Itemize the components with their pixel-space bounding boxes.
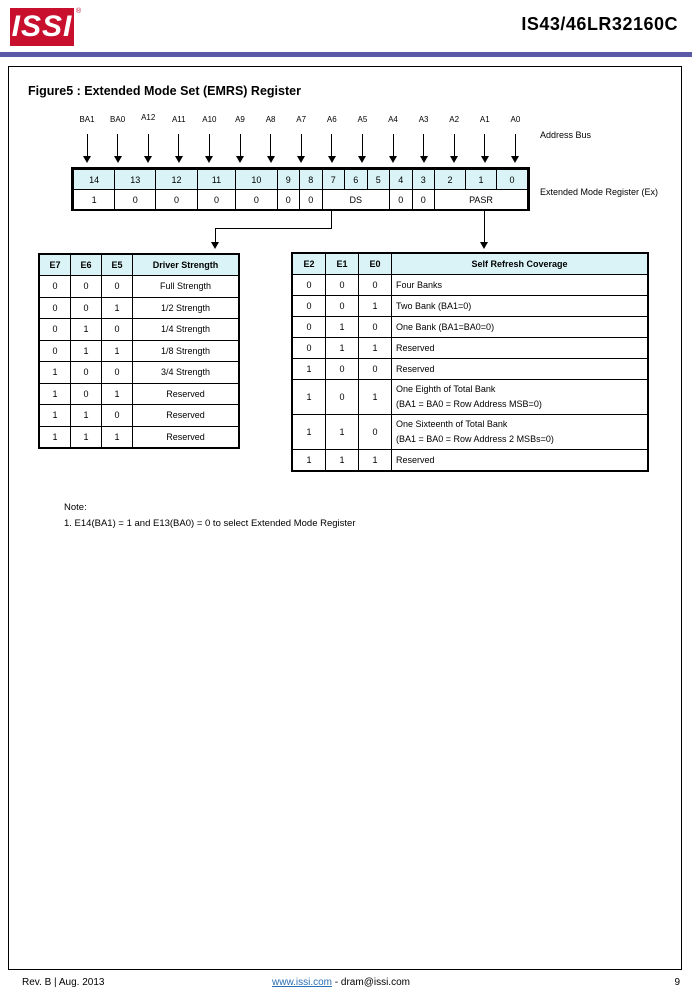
- bit-cell: 1: [359, 380, 392, 415]
- coverage-cell: [392, 359, 649, 380]
- driver-strength-cell: Reserved: [133, 405, 240, 427]
- ds-arrow-head: [211, 242, 219, 249]
- driver-strength-cell: 1/8 Strength: [133, 340, 240, 362]
- bit-cell: 0: [326, 359, 359, 380]
- table-row: [39, 383, 239, 405]
- bit-cell: 1: [326, 415, 359, 450]
- bit-cell: 0: [292, 317, 326, 338]
- address-pin-label: A12: [141, 113, 156, 122]
- bit-cell: 1: [326, 338, 359, 359]
- coverage-text: Two Bank (BA1=0): [396, 300, 472, 311]
- coverage-cell: [392, 275, 649, 296]
- coverage-cell: [392, 415, 649, 450]
- driver-strength-cell: Full Strength: [133, 276, 240, 298]
- bit-number-row: [74, 170, 528, 190]
- bit-cell: 0: [326, 275, 359, 296]
- table-row: [292, 415, 648, 450]
- bit-cell: 0: [359, 359, 392, 380]
- bit-value: 0: [197, 190, 236, 210]
- table-row: [292, 450, 648, 472]
- bit-cell: 0: [71, 276, 102, 298]
- register-table: [73, 169, 528, 210]
- bit-number: 5: [367, 170, 390, 190]
- address-pin-label: A9: [235, 115, 245, 124]
- column-header: E2: [292, 253, 326, 275]
- header-divider: [0, 52, 692, 57]
- bit-value: 0: [300, 190, 323, 210]
- bit-number: 11: [197, 170, 236, 190]
- bit-cell: 1: [71, 426, 102, 448]
- column-header: E6: [71, 254, 102, 276]
- bit-value: 0: [412, 190, 435, 210]
- column-header: E7: [39, 254, 71, 276]
- note-heading: Note:: [64, 502, 87, 513]
- address-pin-label: A7: [296, 115, 307, 124]
- bit-cell: 1: [102, 297, 133, 319]
- bit-cell: 1: [292, 450, 326, 472]
- column-header: Driver Strength: [133, 254, 240, 276]
- footer-separator: -: [332, 977, 341, 988]
- coverage-cell: [392, 380, 649, 415]
- bit-number: 6: [345, 170, 368, 190]
- bit-cell: 1: [39, 362, 71, 384]
- bit-value: 0: [277, 190, 300, 210]
- table-row: [292, 275, 648, 296]
- coverage-text: One Bank (BA1=BA0=0): [396, 321, 495, 332]
- table-row: [39, 362, 239, 384]
- registered-mark: ®: [76, 8, 82, 15]
- bit-cell: 1: [71, 319, 102, 341]
- register-label: Extended Mode Register (Ex): [540, 187, 659, 197]
- table-row: [39, 340, 239, 362]
- bit-cell: 1: [71, 405, 102, 427]
- driver-strength-table: [38, 253, 240, 449]
- bit-number: 14: [74, 170, 115, 190]
- bit-value-row: [74, 190, 528, 210]
- bit-cell: 0: [292, 338, 326, 359]
- bit-cell: 1: [292, 415, 326, 450]
- website-link[interactable]: www.issi.com: [272, 977, 333, 988]
- table-header-row: [292, 253, 648, 275]
- bit-cell: 0: [39, 297, 71, 319]
- pasr-field: PASR: [435, 190, 528, 210]
- bit-cell: 0: [359, 275, 392, 296]
- address-pin-label: BA0: [110, 115, 126, 124]
- coverage-text: Reserved: [396, 363, 435, 374]
- address-pin-label: A3: [418, 115, 429, 124]
- bit-value: 0: [156, 190, 197, 210]
- table-row: [39, 405, 239, 427]
- address-pin-label: A11: [171, 115, 186, 124]
- bit-number: 4: [390, 170, 413, 190]
- bit-cell: 1: [292, 359, 326, 380]
- table-row: [39, 297, 239, 319]
- driver-strength-cell: 1/2 Strength: [133, 297, 240, 319]
- issi-logo: ISSI: [10, 8, 74, 46]
- bit-value: 1: [74, 190, 115, 210]
- bit-number: 9: [277, 170, 300, 190]
- bit-cell: 1: [326, 317, 359, 338]
- ds-connector-vertical: [331, 211, 332, 228]
- bit-value: 0: [390, 190, 413, 210]
- address-pin-label: A2: [449, 115, 460, 124]
- bit-number: 12: [156, 170, 197, 190]
- revision-text: Rev. B | Aug. 2013: [22, 977, 105, 988]
- table-row: [39, 276, 239, 298]
- bit-number: 0: [496, 170, 527, 190]
- address-pin-label: BA1: [79, 115, 95, 124]
- bit-cell: 1: [359, 450, 392, 472]
- self-refresh-table: [291, 252, 649, 472]
- table-row: [292, 380, 648, 415]
- coverage-detail: (BA1 = BA0 = Row Address MSB=0): [396, 399, 542, 409]
- table-row: [39, 426, 239, 448]
- coverage-cell: [392, 317, 649, 338]
- table-row: [292, 317, 648, 338]
- bit-cell: 0: [71, 362, 102, 384]
- driver-strength-cell: 3/4 Strength: [133, 362, 240, 384]
- bit-cell: 0: [39, 319, 71, 341]
- bit-cell: 1: [102, 426, 133, 448]
- bit-cell: 0: [39, 276, 71, 298]
- pasr-arrow-head: [480, 242, 488, 249]
- footer-contact: [272, 977, 410, 988]
- column-header: E1: [326, 253, 359, 275]
- bit-cell: 1: [39, 383, 71, 405]
- bit-value: 0: [236, 190, 277, 210]
- bit-cell: 0: [102, 362, 133, 384]
- coverage-text: Reserved: [396, 454, 435, 465]
- bit-number: 10: [236, 170, 277, 190]
- figure-title: Figure5 : Extended Mode Set (EMRS) Register: [28, 84, 301, 98]
- bit-cell: 0: [292, 275, 326, 296]
- bit-cell: 0: [71, 383, 102, 405]
- bit-cell: 1: [102, 383, 133, 405]
- bit-cell: 0: [359, 317, 392, 338]
- coverage-cell: [392, 296, 649, 317]
- bit-number: 13: [115, 170, 156, 190]
- address-pin-label: A1: [479, 115, 490, 124]
- ds-connector-horizontal: [215, 228, 332, 229]
- register-box: [71, 167, 530, 211]
- part-number: IS43/46LR32160C: [521, 14, 678, 34]
- bit-cell: 0: [39, 340, 71, 362]
- ds-field: DS: [322, 190, 390, 210]
- bit-cell: 0: [359, 415, 392, 450]
- column-header: Self Refresh Coverage: [392, 253, 649, 275]
- address-pin-label: A6: [326, 115, 337, 124]
- bit-cell: 0: [326, 296, 359, 317]
- table-header-row: [39, 254, 239, 276]
- bit-cell: 0: [292, 296, 326, 317]
- pasr-connector: [484, 211, 485, 242]
- address-pin-label: A5: [357, 115, 368, 124]
- ds-connector-drop: [215, 228, 216, 242]
- page-number: 9: [674, 977, 680, 988]
- bit-number: 3: [412, 170, 435, 190]
- bit-cell: 1: [326, 450, 359, 472]
- note-text: 1. E14(BA1) = 1 and E13(BA0) = 0 to select Extended Mode Register: [64, 518, 356, 529]
- bit-number: 7: [322, 170, 345, 190]
- email-text: dram@issi.com: [340, 977, 410, 988]
- bit-cell: 0: [102, 405, 133, 427]
- table-row: [39, 319, 239, 341]
- bit-cell: 0: [326, 380, 359, 415]
- coverage-detail: (BA1 = BA0 = Row Address 2 MSBs=0): [396, 434, 554, 444]
- coverage-text: One Sixteenth of Total Bank: [396, 419, 508, 429]
- address-pin-label: A8: [265, 115, 276, 124]
- table-row: [292, 338, 648, 359]
- bit-number: 1: [465, 170, 496, 190]
- coverage-cell: [392, 450, 649, 472]
- bit-cell: 0: [102, 276, 133, 298]
- bit-cell: 1: [102, 340, 133, 362]
- bit-number: 8: [300, 170, 323, 190]
- bit-number: 2: [435, 170, 466, 190]
- bit-value: 0: [115, 190, 156, 210]
- column-header: E5: [102, 254, 133, 276]
- address-bus-label: Address Bus: [540, 130, 592, 140]
- bit-cell: 1: [359, 296, 392, 317]
- driver-strength-cell: Reserved: [133, 383, 240, 405]
- column-header: E0: [359, 253, 392, 275]
- table-row: [292, 359, 648, 380]
- bit-cell: 1: [359, 338, 392, 359]
- bit-cell: 1: [39, 426, 71, 448]
- bit-cell: 0: [71, 297, 102, 319]
- coverage-text: Reserved: [396, 342, 435, 353]
- bit-cell: 1: [292, 380, 326, 415]
- coverage-text: One Eighth of Total Bank: [396, 384, 496, 394]
- bit-cell: 1: [71, 340, 102, 362]
- note-block: [64, 500, 356, 532]
- coverage-text: Four Banks: [396, 279, 443, 290]
- bit-cell: 1: [39, 405, 71, 427]
- address-pin-label: A10: [202, 115, 217, 124]
- coverage-cell: [392, 338, 649, 359]
- table-row: [292, 296, 648, 317]
- address-pin-label: A0: [510, 115, 521, 124]
- driver-strength-cell: 1/4 Strength: [133, 319, 240, 341]
- address-pin-label: A4: [388, 115, 398, 124]
- driver-strength-cell: Reserved: [133, 426, 240, 448]
- bit-cell: 0: [102, 319, 133, 341]
